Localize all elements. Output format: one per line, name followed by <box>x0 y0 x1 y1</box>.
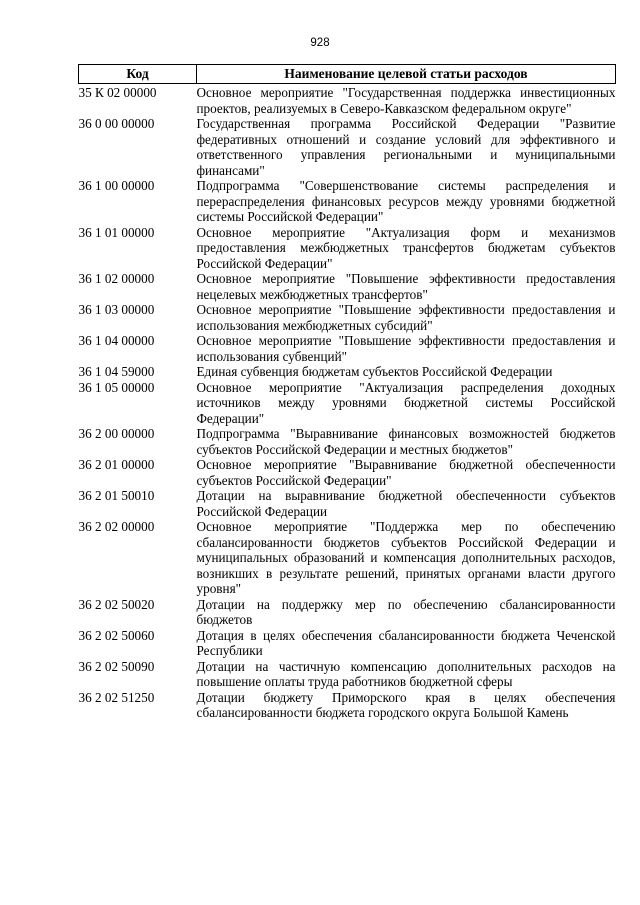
table-row <box>79 597 616 628</box>
row-name: Подпрограмма "Совершенствование системы распределения и перераспределения финансовых ресурсов между уровнями бюджетной системы Российской Федерации" <box>196 178 616 224</box>
table-row <box>79 178 616 225</box>
code-column-header: Код <box>79 65 197 84</box>
table-row <box>79 380 616 427</box>
row-name: Дотации на частичную компенсацию дополнительных расходов на повышение оплаты труда работников бюджетной сферы <box>196 658 616 689</box>
row-name: Подпрограмма "Выравнивание финансовых возможностей бюджетов субъектов Российской Федерации и местных бюджетов" <box>196 426 616 457</box>
row-code: 36 2 02 50060 <box>78 627 155 643</box>
table-row <box>79 690 616 721</box>
table-header <box>79 65 616 84</box>
budget-table <box>78 64 616 721</box>
table-row <box>79 116 616 178</box>
row-code: 36 2 01 50010 <box>78 488 155 503</box>
table-row <box>79 426 616 457</box>
row-code: 36 2 01 00000 <box>78 457 155 472</box>
table-row <box>79 457 616 488</box>
row-name: Основное мероприятие "Повышение эффективности предоставления и использования межбюджетных субсидий" <box>196 302 616 333</box>
row-code: 36 2 02 50020 <box>78 596 155 612</box>
table-row <box>79 271 616 302</box>
table-row <box>79 488 616 519</box>
row-name: Дотации на поддержку мер по обеспечению сбалансированности бюджетов <box>196 596 616 627</box>
row-name: Основное мероприятие "Актуализация распределения доходных источников между уровнями бюджетной системы Российской Федерации" <box>196 379 616 426</box>
table-row <box>79 333 616 364</box>
row-code: 36 1 02 00000 <box>78 271 155 286</box>
row-code: 36 1 00 00000 <box>78 178 155 193</box>
row-code: 36 0 00 00000 <box>78 116 155 131</box>
row-name: Основное мероприятие "Выравнивание бюджетной обеспеченности субъектов Российской Федерации" <box>196 457 616 488</box>
row-name: Основное мероприятие "Государственная поддержка инвестиционных проектов, реализуемых в Северо-Кавказском федеральном округе" <box>196 85 616 116</box>
row-code: 36 2 02 51250 <box>78 689 155 705</box>
row-name: Дотация в целях обеспечения сбалансированности бюджета Чеченской Республики <box>196 627 616 658</box>
row-name: Основное мероприятие "Поддержка мер по обеспечению сбалансированности бюджетов субъектов Российской Федерации и муниципальных образований и компенсация дополнительных расходов, возникших в результате решений, принятых органами власти другого уровня" <box>196 519 616 596</box>
row-name: Дотации бюджету Приморского края в целях обеспечения сбалансированности бюджета городского округа Большой Камень <box>196 689 616 720</box>
row-code: 36 2 02 50090 <box>78 658 155 674</box>
page-number: 928 <box>310 37 330 49</box>
row-code: 36 2 02 00000 <box>78 519 155 534</box>
row-code: 36 1 01 00000 <box>78 224 155 240</box>
table-row <box>79 519 616 597</box>
table-row <box>79 659 616 690</box>
table-body <box>79 84 616 721</box>
row-code: 36 1 04 00000 <box>78 333 155 348</box>
table-row <box>79 225 616 272</box>
name-column-header: Наименование целевой статьи расходов <box>197 65 616 84</box>
header-row <box>79 65 616 84</box>
row-code: 36 1 04 59000 <box>78 364 155 379</box>
row-name: Единая субвенция бюджетам субъектов Российской Федерации <box>196 364 553 379</box>
table-row <box>79 84 616 117</box>
row-name: Основное мероприятие "Актуализация форм и механизмов предоставления межбюджетных трансфертов бюджетам субъектов Российской Федерации" <box>196 224 616 271</box>
row-name: Государственная программа Российской Федерации "Развитие федеративных отношений и создание условий для эффективного и ответственного управления региональными и муниципальными финансами" <box>196 116 616 178</box>
table-row <box>79 628 616 659</box>
row-code: 36 1 03 00000 <box>78 302 155 317</box>
row-code: 36 1 05 00000 <box>78 379 155 395</box>
row-name: Основное мероприятие "Повышение эффективности предоставления и использования субвенций" <box>196 333 616 364</box>
table-row <box>79 302 616 333</box>
row-code: 35 К 02 00000 <box>78 85 157 100</box>
row-name: Дотации на выравнивание бюджетной обеспеченности субъектов Российской Федерации <box>196 488 616 519</box>
table-row <box>79 364 616 380</box>
row-name: Основное мероприятие "Повышение эффективности предоставления нецелевых межбюджетных трансфертов" <box>196 271 616 302</box>
row-code: 36 2 00 00000 <box>78 426 155 441</box>
